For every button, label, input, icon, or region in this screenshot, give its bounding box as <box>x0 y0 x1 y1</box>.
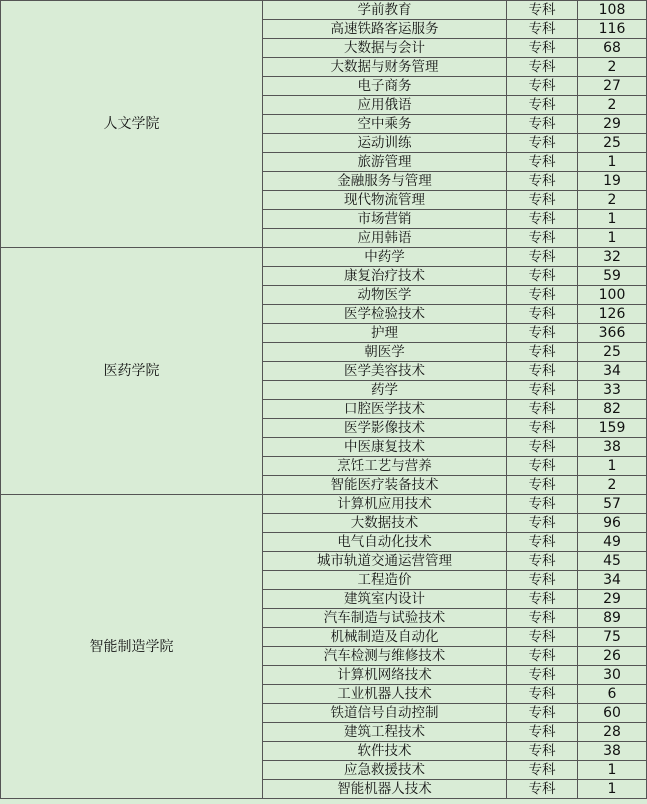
major-cell: 计算机网络技术 <box>263 666 507 685</box>
level-cell: 专科 <box>507 666 578 685</box>
count-cell: 28 <box>578 723 647 742</box>
count-cell: 96 <box>578 514 647 533</box>
count-cell: 75 <box>578 628 647 647</box>
major-cell: 应用俄语 <box>263 96 507 115</box>
level-cell: 专科 <box>507 704 578 723</box>
level-cell: 专科 <box>507 305 578 324</box>
major-cell: 建筑室内设计 <box>263 590 507 609</box>
level-cell: 专科 <box>507 20 578 39</box>
count-cell: 1 <box>578 780 647 799</box>
major-cell: 机械制造及自动化 <box>263 628 507 647</box>
level-cell: 专科 <box>507 419 578 438</box>
level-cell: 专科 <box>507 590 578 609</box>
major-cell: 运动训练 <box>263 134 507 153</box>
count-cell: 89 <box>578 609 647 628</box>
level-cell: 专科 <box>507 210 578 229</box>
major-cell: 烹饪工艺与营养 <box>263 457 507 476</box>
table-body <box>1 1 647 799</box>
major-cell: 大数据与会计 <box>263 39 507 58</box>
major-cell: 城市轨道交通运营管理 <box>263 552 507 571</box>
table-row <box>1 495 647 514</box>
count-cell: 100 <box>578 286 647 305</box>
level-cell: 专科 <box>507 628 578 647</box>
level-cell: 专科 <box>507 58 578 77</box>
major-cell: 大数据技术 <box>263 514 507 533</box>
level-cell: 专科 <box>507 400 578 419</box>
level-cell: 专科 <box>507 267 578 286</box>
level-cell: 专科 <box>507 533 578 552</box>
college-cell: 人文学院 <box>1 1 263 248</box>
count-cell: 1 <box>578 210 647 229</box>
major-cell: 中医康复技术 <box>263 438 507 457</box>
major-cell: 汽车检测与维修技术 <box>263 647 507 666</box>
level-cell: 专科 <box>507 742 578 761</box>
level-cell: 专科 <box>507 1 578 20</box>
college-cell: 智能制造学院 <box>1 495 263 799</box>
major-cell: 医学美容技术 <box>263 362 507 381</box>
count-cell: 366 <box>578 324 647 343</box>
level-cell: 专科 <box>507 153 578 172</box>
major-cell: 康复治疗技术 <box>263 267 507 286</box>
count-cell: 25 <box>578 134 647 153</box>
major-cell: 电气自动化技术 <box>263 533 507 552</box>
major-cell: 工程造价 <box>263 571 507 590</box>
major-cell: 计算机应用技术 <box>263 495 507 514</box>
major-cell: 汽车制造与试验技术 <box>263 609 507 628</box>
level-cell: 专科 <box>507 552 578 571</box>
level-cell: 专科 <box>507 77 578 96</box>
count-cell: 60 <box>578 704 647 723</box>
count-cell: 68 <box>578 39 647 58</box>
count-cell: 33 <box>578 381 647 400</box>
major-cell: 医学检验技术 <box>263 305 507 324</box>
level-cell: 专科 <box>507 134 578 153</box>
major-cell: 空中乘务 <box>263 115 507 134</box>
count-cell: 59 <box>578 267 647 286</box>
major-cell: 金融服务与管理 <box>263 172 507 191</box>
major-cell: 医学影像技术 <box>263 419 507 438</box>
count-cell: 2 <box>578 96 647 115</box>
level-cell: 专科 <box>507 191 578 210</box>
count-cell: 82 <box>578 400 647 419</box>
count-cell: 45 <box>578 552 647 571</box>
count-cell: 26 <box>578 647 647 666</box>
major-cell: 中药学 <box>263 248 507 267</box>
count-cell: 1 <box>578 229 647 248</box>
level-cell: 专科 <box>507 514 578 533</box>
level-cell: 专科 <box>507 39 578 58</box>
level-cell: 专科 <box>507 324 578 343</box>
major-cell: 学前教育 <box>263 1 507 20</box>
major-cell: 建筑工程技术 <box>263 723 507 742</box>
major-cell: 应用韩语 <box>263 229 507 248</box>
college-cell: 医药学院 <box>1 248 263 495</box>
major-cell: 工业机器人技术 <box>263 685 507 704</box>
major-cell: 软件技术 <box>263 742 507 761</box>
count-cell: 159 <box>578 419 647 438</box>
count-cell: 2 <box>578 476 647 495</box>
count-cell: 29 <box>578 590 647 609</box>
major-cell: 护理 <box>263 324 507 343</box>
count-cell: 1 <box>578 457 647 476</box>
count-cell: 29 <box>578 115 647 134</box>
level-cell: 专科 <box>507 495 578 514</box>
count-cell: 126 <box>578 305 647 324</box>
count-cell: 32 <box>578 248 647 267</box>
count-cell: 25 <box>578 343 647 362</box>
level-cell: 专科 <box>507 609 578 628</box>
major-cell: 智能医疗装备技术 <box>263 476 507 495</box>
level-cell: 专科 <box>507 229 578 248</box>
major-cell: 动物医学 <box>263 286 507 305</box>
level-cell: 专科 <box>507 723 578 742</box>
major-cell: 高速铁路客运服务 <box>263 20 507 39</box>
count-cell: 34 <box>578 362 647 381</box>
count-cell: 19 <box>578 172 647 191</box>
major-cell: 电子商务 <box>263 77 507 96</box>
count-cell: 2 <box>578 58 647 77</box>
level-cell: 专科 <box>507 457 578 476</box>
count-cell: 116 <box>578 20 647 39</box>
count-cell: 108 <box>578 1 647 20</box>
major-cell: 应急救援技术 <box>263 761 507 780</box>
level-cell: 专科 <box>507 685 578 704</box>
level-cell: 专科 <box>507 381 578 400</box>
major-cell: 市场营销 <box>263 210 507 229</box>
table-row <box>1 248 647 267</box>
level-cell: 专科 <box>507 761 578 780</box>
level-cell: 专科 <box>507 571 578 590</box>
level-cell: 专科 <box>507 780 578 799</box>
major-cell: 智能机器人技术 <box>263 780 507 799</box>
count-cell: 57 <box>578 495 647 514</box>
major-cell: 现代物流管理 <box>263 191 507 210</box>
level-cell: 专科 <box>507 647 578 666</box>
major-cell: 旅游管理 <box>263 153 507 172</box>
count-cell: 27 <box>578 77 647 96</box>
level-cell: 专科 <box>507 286 578 305</box>
level-cell: 专科 <box>507 115 578 134</box>
major-cell: 朝医学 <box>263 343 507 362</box>
count-cell: 1 <box>578 761 647 780</box>
level-cell: 专科 <box>507 438 578 457</box>
count-cell: 6 <box>578 685 647 704</box>
count-cell: 1 <box>578 153 647 172</box>
level-cell: 专科 <box>507 96 578 115</box>
count-cell: 49 <box>578 533 647 552</box>
level-cell: 专科 <box>507 248 578 267</box>
count-cell: 38 <box>578 742 647 761</box>
major-cell: 药学 <box>263 381 507 400</box>
level-cell: 专科 <box>507 476 578 495</box>
count-cell: 38 <box>578 438 647 457</box>
level-cell: 专科 <box>507 343 578 362</box>
major-cell: 大数据与财务管理 <box>263 58 507 77</box>
major-cell: 口腔医学技术 <box>263 400 507 419</box>
major-cell: 铁道信号自动控制 <box>263 704 507 723</box>
level-cell: 专科 <box>507 172 578 191</box>
level-cell: 专科 <box>507 362 578 381</box>
count-cell: 34 <box>578 571 647 590</box>
count-cell: 2 <box>578 191 647 210</box>
count-cell: 30 <box>578 666 647 685</box>
table-row <box>1 1 647 20</box>
